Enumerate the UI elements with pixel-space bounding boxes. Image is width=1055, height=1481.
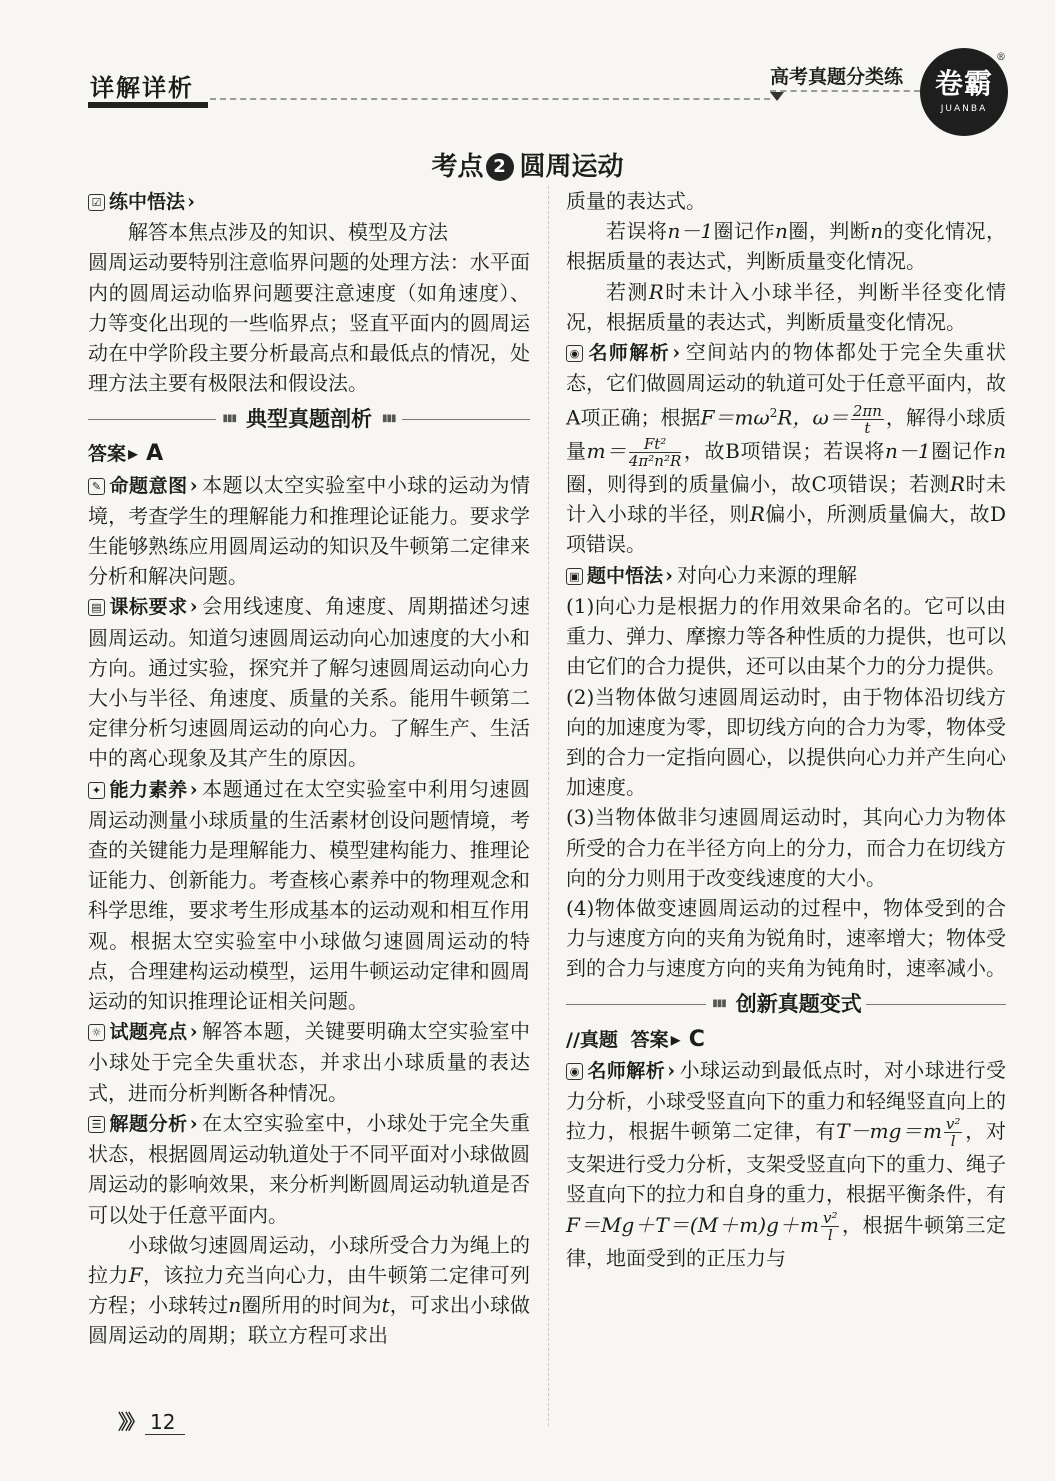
column-divider [548, 186, 549, 1426]
text-run: 圈记作 [930, 439, 994, 464]
page-footer [118, 1406, 175, 1435]
double-chevron-icon: 》》 [118, 1410, 142, 1434]
band-line [866, 1004, 1006, 1005]
checkbox-icon: ☑ [88, 194, 105, 211]
text-run: ，故B项错误；若误将 [683, 439, 885, 464]
paragraph [88, 470, 530, 592]
answer-label: 答案 [630, 1028, 669, 1051]
tag-analysis: 解题分析 [109, 1112, 188, 1135]
paragraph [566, 1055, 1006, 1273]
text-run: 空间站内的物体都处于完全失重状态，它们做圆周运动的轨道可处于任意平面内，故A项正确；根据 [566, 340, 1006, 431]
fraction [629, 436, 681, 469]
paragraph-text: 本题以太空实验室中小球的运动为情境，考查学生的理解能力和推理论证能力。要求学生能够熟练应用圆周运动的知识及牛顿第二定律来分析和解决问题。 [88, 472, 530, 589]
paragraph: 解答本焦点涉及的知识、模型及方法 [128, 220, 448, 245]
band-line [566, 1004, 706, 1005]
text-run: 时未计入小球半径，判断半径变化情况，根据质量的表达式，判断质量变化情况。 [566, 279, 1007, 334]
chevron-right-icon: › [189, 594, 198, 619]
text-run: 若测 [606, 279, 649, 304]
book-icon: ▤ [88, 599, 105, 616]
band-title: 典型真题剖析 [246, 407, 372, 432]
section-number-badge: 2 [486, 153, 514, 181]
text-run: 小球做匀速圆周运动，小球所受合力为绳上的拉力 [88, 1232, 530, 1287]
header-right-line [770, 90, 920, 92]
paragraph: (3)当物体做非匀速圆周运动时，其向心力为物体所受的合力在半径方向上的分力，而合力在切线方向的分力则用于改变线速度的大小。 [566, 805, 1006, 890]
pencil-icon: ✎ [88, 478, 105, 495]
text-run: 的变化情况，根据质量的表达式，判断质量变化情况。 [566, 219, 1007, 274]
band-title: 创新真题变式 [735, 992, 862, 1017]
chevron-right-icon: › [665, 562, 674, 587]
text-run: ，该拉力充当向心力，由牛顿第二定律可列方程；小球转过 [88, 1262, 531, 1318]
fraction-denominator: t [864, 419, 871, 438]
text-run: 圈记作 [713, 219, 775, 244]
section-label: 考点 [431, 152, 484, 182]
band-dots-icon: ▮▮▮ [382, 413, 396, 425]
paragraph: 质量的表达式。 [566, 189, 706, 213]
section-title [0, 146, 1055, 183]
document-icon: ☰ [88, 1116, 105, 1133]
logo-registered-mark: ® [996, 52, 1006, 63]
notes-icon: ▣ [566, 568, 583, 585]
tag-highlight: 试题亮点 [109, 1021, 188, 1044]
fraction-numerator: v² [822, 1208, 838, 1227]
paragraph [88, 774, 530, 1017]
brand-logo [920, 48, 1008, 136]
tag-line [566, 560, 1006, 591]
section-band [566, 988, 1006, 1022]
paragraph: 圆周运动要特别注意临界问题的处理方法：水平面内的圆周运动临界问题要注意速度（如角速度）、力等变化出现的一些临界点；竖直平面内的圆周运动在中学阶段主要分析最高点和最低点的情况，处理方法主要有极限法和假设法。 [88, 250, 530, 396]
header-left-title: 详解详析 [90, 74, 194, 102]
fraction-numerator: v² [945, 1115, 961, 1134]
band-line [88, 419, 216, 420]
answer-value: A [146, 441, 164, 467]
teacher-icon: ◉ [566, 1063, 583, 1080]
paragraph: (2)当物体做匀速圆周运动时，由于物体沿切线方向的加速度为零，即切线方向的合力为零，物体受到的合力一定指向圆心，以提供向心力并产生向心加速度。 [566, 684, 1006, 800]
answer-line [566, 1024, 1006, 1055]
paragraph [88, 1230, 530, 1351]
tag-practice: 练中悟法 [109, 191, 186, 213]
tag-line [88, 186, 530, 217]
math-symbol: n [774, 219, 788, 244]
chevron-right-icon: › [672, 340, 681, 365]
fraction [851, 403, 884, 436]
chevron-right-icon: › [187, 189, 196, 213]
paragraph [566, 337, 1006, 560]
chevron-right-icon: › [667, 1057, 676, 1082]
header-bar [88, 102, 208, 108]
math-symbol: m [800, 1212, 819, 1237]
math-symbol: F＝mω [700, 406, 770, 431]
answer-label: 答案 [88, 443, 127, 466]
text-run: ，可求出小球做圆周运动的周期；联立方程可求出 [88, 1293, 531, 1348]
triangle-right-icon: ▸ [128, 441, 139, 466]
left-column [88, 186, 530, 1351]
paragraph: (4)物体做变速圆周运动的过程中，物体受到的合力与速度方向的夹角为锐角时，速率增大；物体受到的合力与速度方向的夹角为钝角时，速率减小。 [566, 895, 1006, 981]
text-run: ，解得小球质量 [566, 406, 1006, 464]
real-question-label: 真题 [579, 1028, 618, 1051]
text-run: ，对支架进行受力分析，支架受竖直向下的重力、绳子竖直向下的拉力和自身的重力，根据平衡条件，有 [566, 1119, 1007, 1207]
paragraph [88, 1108, 530, 1230]
teacher-icon: ◉ [566, 345, 583, 362]
answer-line [88, 438, 530, 469]
tag-teacher-analysis: 名师解析 [587, 1059, 666, 1082]
text-run: 时未计入小球的半径，则 [566, 472, 1006, 527]
math-symbol: m＝ [586, 439, 627, 464]
band-dots-icon: ▮▮▮ [712, 998, 726, 1010]
math-symbol: n [228, 1293, 242, 1318]
text-run: 小球运动到最低点时，对小球进行受力分析，小球受竖直向下的重力和轻绳竖直向上的拉力，根据牛顿第二定律，有 [566, 1057, 1006, 1144]
paragraph-text: 在太空实验室中，小球处于完全失重状态，根据圆周运动轨道处于不同平面对小球做圆周运动的影响效果，来分析判断圆周运动轨道是否可以处于任意平面内。 [88, 1110, 530, 1227]
lightbulb-icon: ✦ [88, 782, 105, 799]
fraction [944, 1116, 963, 1149]
answer-value: C [688, 1026, 705, 1052]
logo-subtext: JUANBA [940, 104, 988, 114]
math-symbol: n [993, 439, 1007, 464]
paragraph-text: 本题通过在太空实验室中利用匀速圆周运动测量小球质量的生活素材创设问题情境，考查的关键能力是理解能力、模型建构能力、推理论证能力、创新能力。考查核心素养中的物理观念和科学思维，要求考生形成基本的运动观和相互作用观。根据太空实验室中小球做匀速圆周运动的特点，合理建构运动模型，运用牛顿运动定律和圆周运动的知识推理论证相关问题。 [88, 776, 530, 1014]
superscript: 2 [769, 406, 778, 421]
text-run: 对向心力来源的理解 [677, 562, 858, 587]
fraction-denominator: l [827, 1225, 833, 1244]
paragraph: (1)向心力是根据力的作用效果命名的。它可以由重力、弹力、摩擦力等各种性质的力提供，也可以由它们的合力提供，还可以由某个力的分力提供。 [566, 593, 1006, 679]
band-dots-icon: ▮▮▮ [222, 413, 236, 425]
tag-curriculum: 课标要求 [109, 596, 188, 619]
paragraph [88, 1016, 530, 1108]
header-right-title: 高考真题分类练 [770, 66, 904, 88]
footer-underline [145, 1434, 185, 1435]
tag-ability: 能力素养 [109, 778, 188, 801]
fraction-numerator: Ft² [629, 436, 681, 453]
text-run: 圈，判断 [787, 219, 871, 244]
paragraph [566, 277, 1006, 337]
math-symbol: R [950, 472, 966, 497]
math-symbol: ＝m [901, 1119, 942, 1144]
tag-insight: 题中悟法 [587, 564, 664, 587]
header-triangle-icon [770, 92, 784, 101]
chevron-right-icon: › [189, 1110, 198, 1135]
page-number: 12 [150, 1410, 176, 1434]
text-run: 圈所用的时间为 [241, 1293, 382, 1318]
math-symbol: F＝Mg＋T＝(M＋m)g＋ [566, 1212, 801, 1237]
tag-intent: 命题意图 [109, 474, 188, 497]
chevron-right-icon: › [189, 1019, 198, 1044]
slash-icon: // [566, 1028, 580, 1051]
fraction-numerator: 2πn [852, 402, 882, 421]
text-run: 偏小，所测质量偏大，故D项错误。 [566, 502, 1006, 557]
sparkle-icon: ☼ [88, 1024, 105, 1041]
math-symbol: T－mg [836, 1119, 902, 1144]
tag-teacher-analysis: 名师解析 [587, 342, 671, 365]
section-heading: 圆周运动 [519, 152, 624, 182]
math-symbol: n－1 [667, 219, 714, 244]
fraction-denominator: 4π²n²R [628, 452, 682, 471]
header-dashed-line [210, 98, 770, 100]
fraction-denominator: l [950, 1132, 956, 1151]
math-symbol: n－1 [884, 439, 931, 464]
band-line [402, 419, 530, 420]
logo-text: 卷霸 [934, 67, 993, 100]
right-column [566, 186, 1006, 1273]
math-symbol: n [870, 219, 884, 244]
page-header [0, 0, 1055, 140]
paragraph [88, 591, 530, 773]
text-run: 若误将 [606, 219, 668, 244]
chevron-right-icon: › [189, 472, 198, 497]
text-run: 圈，则得到的质量偏小，故C项错误；若测 [566, 472, 951, 497]
text-run: ，根据牛顿第三定律，地面受到的正压力与 [566, 1212, 1007, 1270]
paragraph-text: 会用线速度、角速度、周期描述匀速圆周运动。知道匀速圆周运动向心加速度的大小和方向。通过实验，探究并了解匀速圆周运动向心力大小与半径、角速度、质量的关系。能用牛顿第二定律分析匀速圆周运动的向心力。了解生产、生活中的离心现象及其产生的原因。 [88, 594, 530, 771]
triangle-right-icon: ▸ [670, 1026, 681, 1051]
chevron-right-icon: › [189, 776, 198, 801]
math-symbol: F [128, 1262, 143, 1287]
paragraph-text: 解答本题，关键要明确太空实验室中小球处于完全失重状态，并求出小球质量的表达式，进而分析判断各种情况。 [88, 1019, 530, 1105]
math-symbol: t [381, 1293, 390, 1318]
paragraph [566, 216, 1006, 276]
fraction [821, 1210, 840, 1243]
math-symbol: R，ω＝ [777, 406, 849, 431]
math-symbol: R [648, 279, 664, 304]
section-band [88, 402, 530, 436]
math-symbol: R [749, 502, 765, 527]
